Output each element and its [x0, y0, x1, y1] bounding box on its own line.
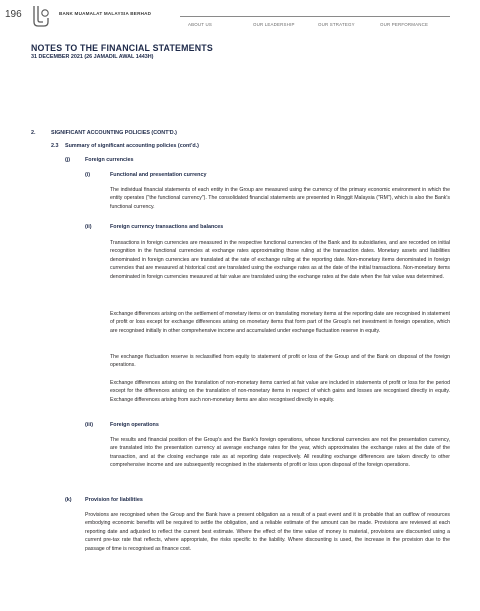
item-j-iii-paragraph: The results and financial position of the Group's and the Bank's foreign operations, whose functional currencies are not the presentation currency, are translated into the presentation currency at average exchange rates for the year, which approximates the exchange rates at the date of the transaction, and at the closing exchange rate as at reporting date respectively. All resulting exchange differences are taken directly to other comprehensive income and are subsequently recognised in the statements of profit or loss upon disposal of the foreign operations. — [110, 437, 450, 469]
item-j-marker: (j) — [65, 157, 71, 163]
item-j-i-marker: (i) — [85, 172, 91, 178]
page-number: 196 — [5, 9, 22, 20]
item-j-ii-marker: (ii) — [85, 224, 92, 230]
item-j-i-paragraph: The individual financial statements of each entity in the Group are measured using the currency of the primary economic environment in which the entity operates ("the functional currency"). The consolidated financial statements are presented in Ringgit Malaysia ("RM"), which is also the Bank's functional currency. — [110, 187, 450, 210]
item-j-ii-paragraph-2: Exchange differences arising on the settlement of monetary items or on translating monetary items at the reporting date are recognised in statement of profit or loss except for exchange differences arising on monetary items that form part of the Group's net investment in foreign operation, which are recognised initially in other comprehensive income and accumulated under exchange fluctuation reserve in equity. — [110, 311, 450, 334]
nav-our-performance[interactable]: OUR PERFORMANCE — [380, 22, 429, 27]
item-k-paragraph: Provisions are recognised when the Group and the Bank have a present obligation as a result of a past event and it is probable that an outflow of resources embodying economic benefits will be required to settle the obligation, and a reliable estimate of the amount can be made. Provisions are reviewed at each reporting date and adjusted to reflect the current best estimate. Where the effect of the time value of money is material, provisions are discounted using a current pre-tax rate that reflects, where appropriate, the risks specific to the liability. Where discounting is used, the increase in the provision due to the passage of time is recognised as finance cost. — [85, 512, 450, 552]
header-rule — [180, 16, 450, 17]
item-j-ii-paragraph-1: Transactions in foreign currencies are measured in the respective functional currencies of the Bank and its subsidiaries, and are recorded on initial recognition in the functional currencies at exchange rates approximating those ruling at the transaction dates. Monetary assets and liabilities denominated in foreign currencies are translated at the rate of exchange ruling at the reporting date. Non-monetary items denominated in foreign currencies that are measured at historical cost are translated using the exchange rates as at the date of the initial transactions. Non-monetary items denominated in foreign currencies measured at fair value are translated using the exchange rates at the date when the fair value was determined. — [110, 240, 450, 280]
item-j-ii-paragraph-4: Exchange differences arising on the translation of non-monetary items carried at fair value are included in statements of profit or loss for the period except for the differences arising on the translation of non-monetary items in respect of which gains and losses are recognised directly in equity. Exchange differences arising from such non-monetary items are also recognised directly in equity. — [110, 380, 450, 403]
bank-name: BANK MUAMALAT MALAYSIA BERHAD — [59, 11, 152, 16]
header-nav — [0, 22, 480, 30]
page-subtitle: 31 DECEMBER 2021 (26 JAMADIL AWAL 1443H) — [31, 54, 154, 60]
item-k-marker: (k) — [65, 497, 72, 503]
nav-about-us[interactable]: ABOUT US — [188, 22, 212, 27]
item-j-ii-heading: Foreign currency transactions and balances — [110, 224, 224, 230]
item-j-iii-marker: (iii) — [85, 422, 94, 428]
subsection-number: 2.3 — [51, 143, 59, 149]
section-number: 2. — [31, 130, 36, 136]
section-heading: SIGNIFICANT ACCOUNTING POLICIES (CONT'D.) — [51, 130, 177, 136]
item-k-heading: Provision for liabilities — [85, 497, 143, 503]
nav-our-leadership[interactable]: OUR LEADERSHIP — [253, 22, 295, 27]
item-j-heading: Foreign currencies — [85, 157, 134, 163]
nav-our-strategy[interactable]: OUR STRATEGY — [318, 22, 355, 27]
page-header — [0, 0, 480, 30]
item-j-ii-paragraph-3: The exchange fluctuation reserve is reclassified from equity to statement of profit or loss of the Group and of the Bank on disposal of the foreign operations. — [110, 354, 450, 369]
item-j-i-heading: Functional and presentation currency — [110, 172, 207, 178]
page-title: NOTES TO THE FINANCIAL STATEMENTS — [31, 43, 213, 53]
subsection-heading: Summary of significant accounting policies (cont'd.) — [65, 143, 199, 149]
item-j-iii-heading: Foreign operations — [110, 422, 159, 428]
